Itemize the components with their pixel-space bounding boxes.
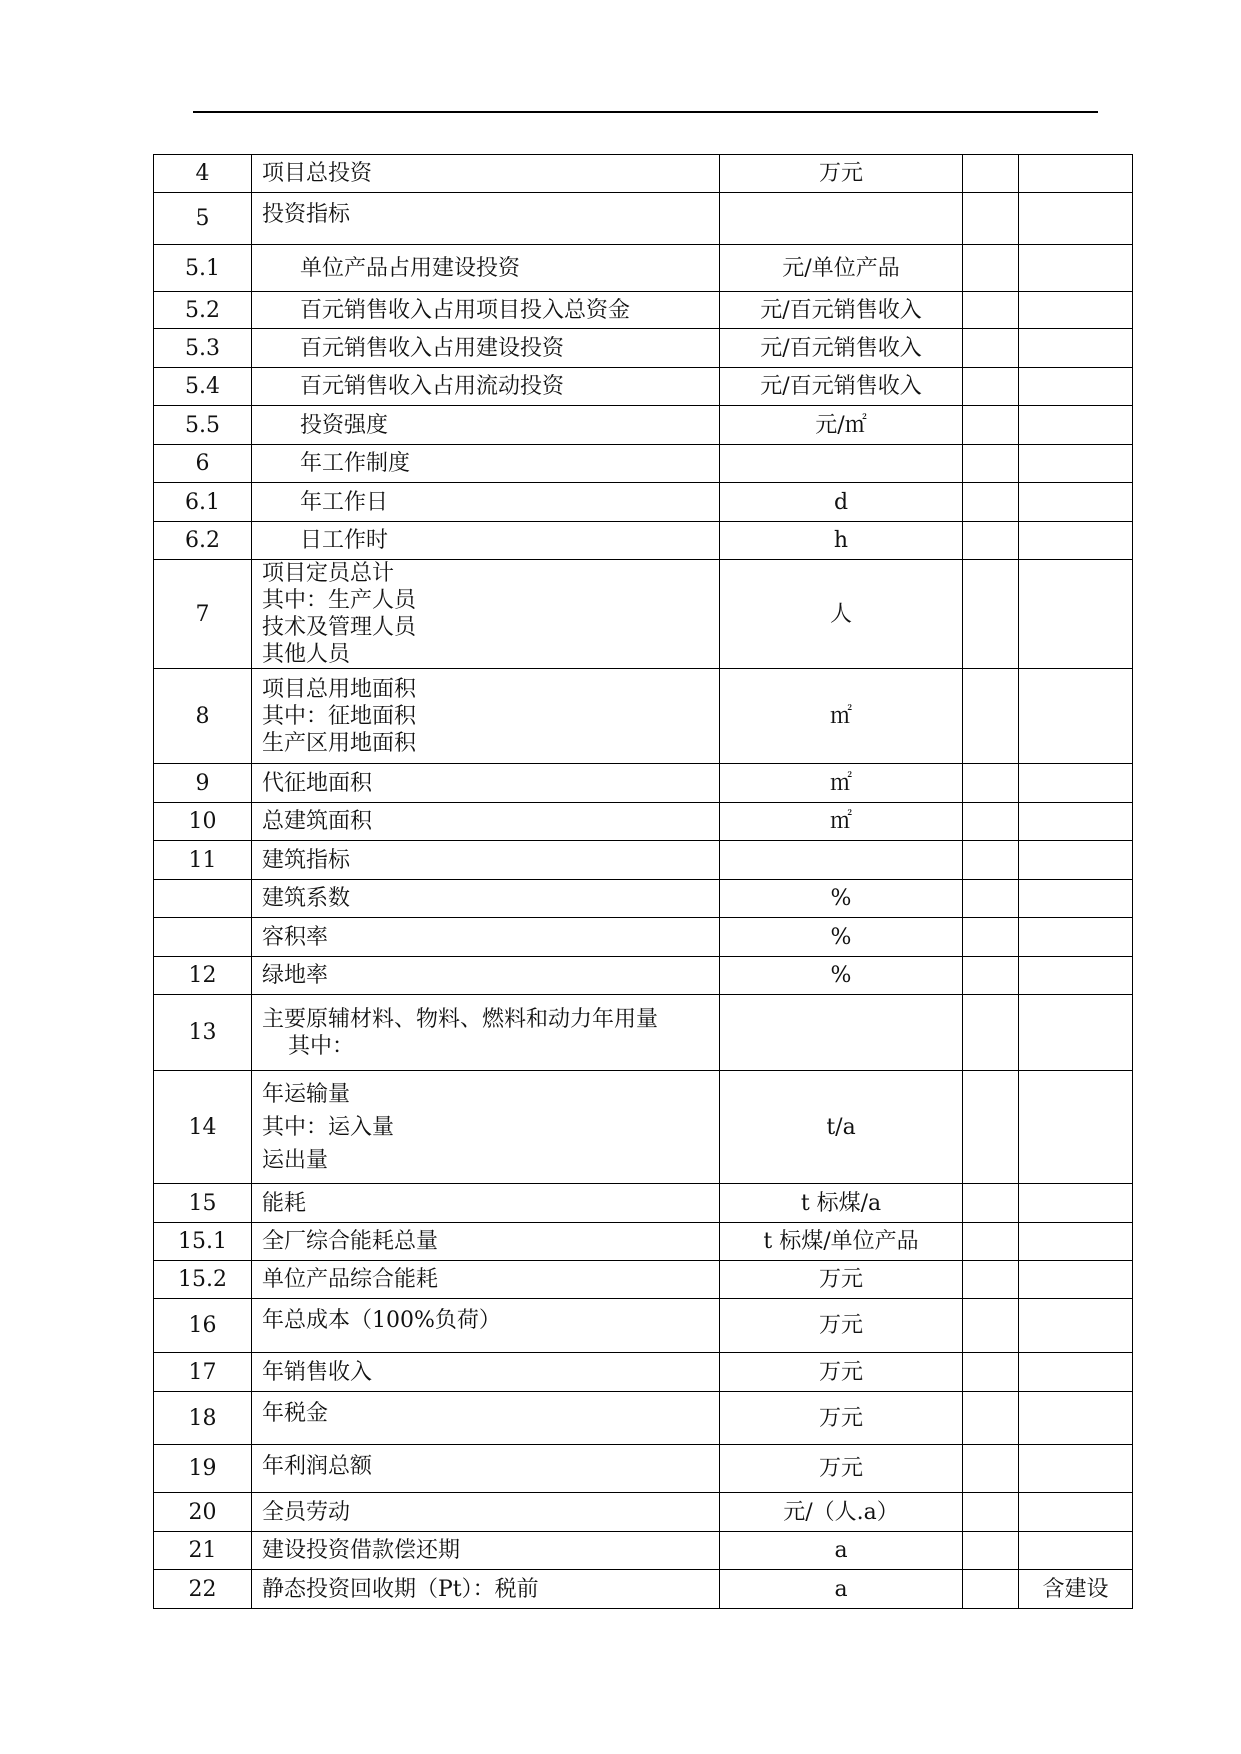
value-cell	[963, 1353, 1019, 1392]
indicator-name-line: 百元销售收入占用项目投入总资金	[300, 297, 631, 323]
note-cell	[1019, 1261, 1133, 1299]
table-row	[154, 1223, 1133, 1261]
indicator-name	[252, 483, 720, 522]
indicator-name	[252, 1353, 720, 1392]
table-row	[154, 245, 1133, 292]
indicator-name-line: 运出量	[262, 1147, 329, 1173]
indicator-name-line: 其他人员	[262, 642, 351, 667]
note-cell	[1019, 803, 1133, 841]
row-number: 7	[154, 560, 252, 669]
unit-cell: %	[720, 918, 963, 957]
note-cell	[1019, 1223, 1133, 1261]
row-number: 6.1	[154, 483, 252, 522]
indicator-name-line: 年总成本（100%负荷）	[262, 1308, 501, 1333]
row-number	[154, 880, 252, 918]
unit-cell: 万元	[720, 1445, 963, 1493]
row-number: 5.5	[154, 406, 252, 445]
indicator-name-line: 全厂综合能耗总量	[262, 1229, 439, 1254]
value-cell	[963, 193, 1019, 245]
indicator-name-line: 项目总用地面积	[262, 676, 417, 702]
table-row	[154, 1532, 1133, 1570]
indicator-name-line: 其中：运入量	[262, 1114, 395, 1140]
row-number: 6	[154, 445, 252, 483]
indicator-name-line: 绿地率	[262, 963, 329, 988]
unit-cell: 万元	[720, 1353, 963, 1392]
indicator-name-line: 项目总投资	[262, 161, 373, 186]
indicator-name-line: 年工作制度	[300, 451, 411, 476]
value-cell	[963, 957, 1019, 995]
table-row	[154, 445, 1133, 483]
indicator-name	[252, 803, 720, 841]
indicator-name	[252, 1392, 720, 1445]
table-row	[154, 1353, 1133, 1392]
value-cell	[963, 522, 1019, 560]
row-number: 4	[154, 155, 252, 193]
value-cell	[963, 1532, 1019, 1570]
note-cell	[1019, 292, 1133, 329]
row-number: 16	[154, 1299, 252, 1353]
table-row	[154, 193, 1133, 245]
row-number: 14	[154, 1071, 252, 1184]
table-row	[154, 669, 1133, 764]
table-row	[154, 803, 1133, 841]
value-cell	[963, 1445, 1019, 1493]
note-cell	[1019, 560, 1133, 669]
row-number: 9	[154, 764, 252, 803]
value-cell	[963, 918, 1019, 957]
indicator-name-line: 建筑指标	[262, 847, 351, 873]
table-row	[154, 406, 1133, 445]
row-number: 11	[154, 841, 252, 880]
unit-cell: 元/百元销售收入	[720, 368, 963, 406]
row-number: 13	[154, 995, 252, 1071]
table-row	[154, 1261, 1133, 1299]
indicator-name	[252, 522, 720, 560]
value-cell	[963, 368, 1019, 406]
indicator-name	[252, 406, 720, 445]
note-cell	[1019, 1184, 1133, 1223]
indicator-name	[252, 1223, 720, 1261]
indicator-name	[252, 1299, 720, 1353]
note-cell	[1019, 329, 1133, 368]
indicator-name-line: 其中：生产人员	[262, 588, 417, 613]
row-number: 5.2	[154, 292, 252, 329]
table-row	[154, 841, 1133, 880]
indicator-name	[252, 1071, 720, 1184]
unit-cell: a	[720, 1570, 963, 1609]
row-number: 18	[154, 1392, 252, 1445]
row-number: 12	[154, 957, 252, 995]
row-number: 5.3	[154, 329, 252, 368]
table-row	[154, 292, 1133, 329]
table-row	[154, 957, 1133, 995]
indicator-name-line: 能耗	[262, 1190, 307, 1216]
value-cell	[963, 1184, 1019, 1223]
note-cell	[1019, 1532, 1133, 1570]
table-row	[154, 155, 1133, 193]
value-cell	[963, 1570, 1019, 1609]
value-cell	[963, 155, 1019, 193]
indicator-name-line: 单位产品综合能耗	[262, 1267, 439, 1292]
indicator-name-line: 主要原辅材料、物料、燃料和动力年用量	[262, 1006, 659, 1032]
unit-cell: ㎡	[720, 803, 963, 841]
indicator-name	[252, 995, 720, 1071]
table-row	[154, 1071, 1133, 1184]
indicator-name	[252, 292, 720, 329]
unit-cell: %	[720, 957, 963, 995]
indicator-name	[252, 1570, 720, 1609]
unit-cell: 元/㎡	[720, 406, 963, 445]
note-cell	[1019, 406, 1133, 445]
unit-cell: 万元	[720, 155, 963, 193]
indicator-name-line: 建筑系数	[262, 886, 351, 911]
note-cell	[1019, 1299, 1133, 1353]
note-cell	[1019, 193, 1133, 245]
note-cell	[1019, 1392, 1133, 1445]
value-cell	[963, 880, 1019, 918]
header-rule	[193, 111, 1098, 113]
indicator-name-line: 静态投资回收期（Pt）：税前	[262, 1576, 539, 1602]
table-row	[154, 1184, 1133, 1223]
note-cell	[1019, 1071, 1133, 1184]
unit-cell: 人	[720, 560, 963, 669]
value-cell	[963, 445, 1019, 483]
indicator-name-line: 容积率	[262, 924, 329, 950]
table-row	[154, 1570, 1133, 1609]
indicator-name	[252, 560, 720, 669]
row-number: 15	[154, 1184, 252, 1223]
unit-cell: 元/单位产品	[720, 245, 963, 292]
indicator-name	[252, 764, 720, 803]
unit-cell: t/a	[720, 1071, 963, 1184]
indicator-name	[252, 669, 720, 764]
unit-cell: t 标煤/单位产品	[720, 1223, 963, 1261]
indicator-name-line: 年运输量	[262, 1081, 351, 1107]
unit-cell: ㎡	[720, 764, 963, 803]
table-row	[154, 522, 1133, 560]
indicator-name	[252, 841, 720, 880]
unit-cell: 元/（人.a）	[720, 1493, 963, 1532]
indicator-name	[252, 918, 720, 957]
unit-cell	[720, 841, 963, 880]
note-cell	[1019, 155, 1133, 193]
unit-cell: d	[720, 483, 963, 522]
indicator-name-line: 投资强度	[300, 412, 389, 438]
unit-cell: h	[720, 522, 963, 560]
indicator-name-line: 其中：征地面积	[262, 703, 417, 729]
indicator-name	[252, 1445, 720, 1493]
value-cell	[963, 1261, 1019, 1299]
table-row	[154, 1445, 1133, 1493]
unit-cell: a	[720, 1532, 963, 1570]
indicator-name-line: 项目定员总计	[262, 561, 395, 586]
note-cell	[1019, 841, 1133, 880]
note-cell	[1019, 1353, 1133, 1392]
indicator-name-line: 全员劳动	[262, 1499, 351, 1525]
indicator-name-line: 其中：	[288, 1033, 355, 1059]
note-cell	[1019, 1445, 1133, 1493]
indicator-name	[252, 329, 720, 368]
table-row	[154, 1392, 1133, 1445]
note-cell: 含建设	[1019, 1570, 1133, 1609]
value-cell	[963, 245, 1019, 292]
table-row	[154, 995, 1133, 1071]
table-row	[154, 483, 1133, 522]
indicator-name	[252, 1261, 720, 1299]
table-row	[154, 1493, 1133, 1532]
indicator-name-line: 生产区用地面积	[262, 730, 417, 756]
row-number: 19	[154, 1445, 252, 1493]
note-cell	[1019, 445, 1133, 483]
row-number	[154, 918, 252, 957]
indicator-name-line: 单位产品占用建设投资	[300, 255, 521, 281]
note-cell	[1019, 995, 1133, 1071]
unit-cell: ㎡	[720, 669, 963, 764]
value-cell	[963, 669, 1019, 764]
indicator-name-line: 年利润总额	[262, 1454, 373, 1479]
note-cell	[1019, 669, 1133, 764]
indicator-name	[252, 193, 720, 245]
indicator-name	[252, 1532, 720, 1570]
unit-cell: 元/百元销售收入	[720, 329, 963, 368]
table-row	[154, 560, 1133, 669]
table-row	[154, 918, 1133, 957]
unit-cell: 万元	[720, 1261, 963, 1299]
indicator-name	[252, 445, 720, 483]
indicator-name	[252, 245, 720, 292]
note-cell	[1019, 522, 1133, 560]
indicator-name-line: 技术及管理人员	[262, 615, 417, 640]
note-cell	[1019, 1493, 1133, 1532]
row-number: 15.1	[154, 1223, 252, 1261]
unit-cell: 万元	[720, 1299, 963, 1353]
value-cell	[963, 560, 1019, 669]
indicator-name-line: 投资指标	[262, 202, 351, 227]
value-cell	[963, 406, 1019, 445]
value-cell	[963, 1392, 1019, 1445]
row-number: 17	[154, 1353, 252, 1392]
indicator-name-line: 年工作日	[300, 489, 389, 515]
table-body	[154, 155, 1133, 1609]
indicator-table	[153, 154, 1133, 1609]
indicator-name-line: 总建筑面积	[262, 809, 373, 834]
unit-cell	[720, 995, 963, 1071]
value-cell	[963, 841, 1019, 880]
note-cell	[1019, 764, 1133, 803]
indicator-name-line: 代征地面积	[262, 770, 373, 796]
indicator-name-line: 年税金	[262, 1401, 329, 1426]
table-row	[154, 329, 1133, 368]
indicator-name-line: 建设投资借款偿还期	[262, 1538, 461, 1563]
value-cell	[963, 1299, 1019, 1353]
row-number: 5.4	[154, 368, 252, 406]
note-cell	[1019, 368, 1133, 406]
row-number: 5	[154, 193, 252, 245]
indicator-name-line: 百元销售收入占用流动投资	[300, 374, 565, 399]
note-cell	[1019, 483, 1133, 522]
unit-cell	[720, 193, 963, 245]
note-cell	[1019, 957, 1133, 995]
table-row	[154, 1299, 1133, 1353]
value-cell	[963, 1071, 1019, 1184]
row-number: 15.2	[154, 1261, 252, 1299]
row-number: 6.2	[154, 522, 252, 560]
indicator-name	[252, 957, 720, 995]
value-cell	[963, 995, 1019, 1071]
value-cell	[963, 292, 1019, 329]
row-number: 22	[154, 1570, 252, 1609]
indicator-name	[252, 368, 720, 406]
unit-cell	[720, 445, 963, 483]
indicator-name-line: 日工作时	[300, 528, 389, 553]
note-cell	[1019, 918, 1133, 957]
indicator-name-line: 年销售收入	[262, 1359, 373, 1385]
indicator-name	[252, 1493, 720, 1532]
table-row	[154, 368, 1133, 406]
table-row	[154, 764, 1133, 803]
value-cell	[963, 1493, 1019, 1532]
value-cell	[963, 483, 1019, 522]
unit-cell: 元/百元销售收入	[720, 292, 963, 329]
table-row	[154, 880, 1133, 918]
indicator-name-line: 百元销售收入占用建设投资	[300, 335, 565, 361]
value-cell	[963, 803, 1019, 841]
indicator-name	[252, 1184, 720, 1223]
value-cell	[963, 329, 1019, 368]
note-cell	[1019, 245, 1133, 292]
unit-cell: t 标煤/a	[720, 1184, 963, 1223]
indicator-name	[252, 155, 720, 193]
note-cell	[1019, 880, 1133, 918]
value-cell	[963, 1223, 1019, 1261]
row-number: 10	[154, 803, 252, 841]
row-number: 21	[154, 1532, 252, 1570]
row-number: 5.1	[154, 245, 252, 292]
indicator-name	[252, 880, 720, 918]
unit-cell: %	[720, 880, 963, 918]
row-number: 20	[154, 1493, 252, 1532]
unit-cell: 万元	[720, 1392, 963, 1445]
value-cell	[963, 764, 1019, 803]
row-number: 8	[154, 669, 252, 764]
